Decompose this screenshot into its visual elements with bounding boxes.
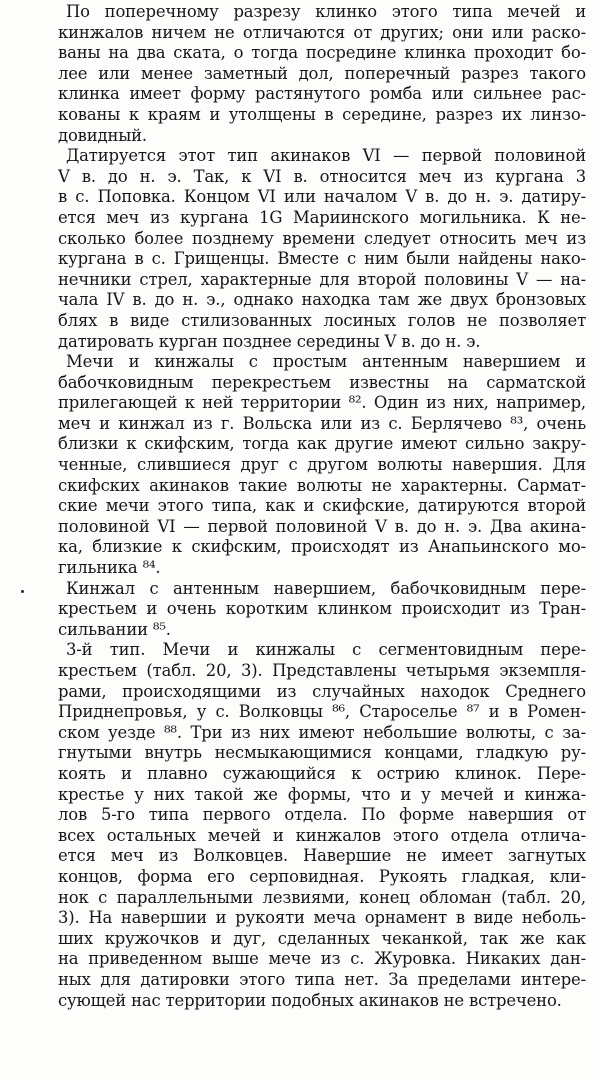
paragraph <box>58 579 586 641</box>
text-line: ские мечи этого типа, как и скифские, датируются второй <box>58 496 586 516</box>
text-line: блях в виде стилизованных лосиных голов не позволяет <box>58 310 586 330</box>
text-line: крестьем (табл. 20, 3). Представлены четырьмя экземпля- <box>58 661 586 680</box>
paragraph <box>58 352 586 579</box>
paragraph <box>58 2 586 146</box>
text-line: ка, близкие к скифским, происходят из Анапьинского мо- <box>58 537 586 557</box>
text-line: Мечи и кинжалы с простым антенным навершием и <box>66 352 586 372</box>
text-line: чала IV в. до н. э., однако находка там же двух бронзовых <box>58 290 586 310</box>
paragraph <box>58 640 586 1011</box>
text-line: ченные, слившиеся друг с другом волюты навершия. Для <box>58 455 586 475</box>
text-line: концов, форма его серповидная. Рукоять гладкая, кли- <box>58 866 586 886</box>
text-line: гнутыми внутрь несмыкающимися концами, гладкую ру- <box>58 743 586 763</box>
text-line: прилегающей к ней территории ⁸². Один из них, например, <box>58 393 586 413</box>
text-line: сколько более позднему времени следует относить меч из <box>58 228 586 248</box>
text-line: коять и плавно сужающийся к острию клинок. Пере- <box>58 763 586 783</box>
text-line: близки к скифским, тогда как другие имеют сильно закру- <box>58 434 586 454</box>
text-line: Кинжал с антенным навершием, бабочковидным пере- <box>66 578 586 598</box>
text-line: Приднепровья, у с. Волковцы ⁸⁶, Староселье ⁸⁷ и в Ромен- <box>58 702 586 722</box>
text-line: По поперечному разрезу клинко этого типа мечей и <box>66 2 586 21</box>
text-line: сильвании ⁸⁵. <box>58 619 171 639</box>
text-line: рами, происходящими из случайных находок Среднего <box>58 681 586 701</box>
text-line: крестье у них такой же формы, что и у мечей и кинжа- <box>58 784 586 804</box>
text-line: кинжалов ничем не отличаются от других; они или раско- <box>58 22 586 42</box>
text-line: крестьем и очень коротким клинком происходит из Тран- <box>58 599 586 619</box>
text-line: меч и кинжал из г. Вольска или из с. Берлячево ⁸³, очень <box>58 413 586 433</box>
text-line: ется меч из Волковцев. Навершие не имеет загнутых <box>58 846 586 866</box>
text-line: 3-й тип. Мечи и кинжалы с сегментовидным пере- <box>66 640 586 660</box>
text-line: бабочковидным перекрестьем известны на сарматской <box>58 372 586 392</box>
text-line: скифских акинаков такие волюты не характерны. Сармат- <box>58 475 586 495</box>
text-line: датировать курган позднее середины V в. до н. э. <box>58 331 481 351</box>
text-line: гильника ⁸⁴. <box>58 558 161 578</box>
text-line: Датируется этот тип акинаков VI — первой половиной <box>66 146 586 166</box>
text-line: на приведенном выше мече из с. Журовка. Никаких дан- <box>58 949 586 969</box>
text-line: кургана в с. Грищенцы. Вместе с ним были найдены нако- <box>58 249 586 269</box>
text-line: лее или менее заметный дол, поперечный разрез такого <box>58 63 586 83</box>
text-line: 3). На навершии и рукояти меча орнамент в виде неболь- <box>58 908 586 928</box>
body-text <box>58 2 586 1011</box>
text-line: нок с параллельными лезвиями, конец обломан (табл. 20, <box>58 887 586 907</box>
text-line: нечники стрел, характерные для второй половины V — на- <box>58 269 586 289</box>
text-line: в с. Поповка. Концом VI или началом V в. до н. э. датиру- <box>58 187 586 207</box>
text-line: сующей нас территории подобных акинаков не встречено. <box>58 990 562 1010</box>
text-line: клинка имеет форму растянутого ромба или сильнее рас- <box>58 84 586 104</box>
text-line: довидный. <box>58 125 147 145</box>
text-line: ных для датировки этого типа нет. За пределами интере- <box>58 969 586 989</box>
text-line: всех остальных мечей и кинжалов этого отдела отлича- <box>58 825 586 845</box>
paragraph <box>58 146 586 352</box>
text-line: ваны на два ската, о тогда посредине клинка проходит бо- <box>58 43 586 63</box>
text-line: половиной VI — первой половиной V в. до н. э. Два акина- <box>58 516 586 536</box>
text-line: лов 5-го типа первого отдела. По форме навершия от <box>58 805 586 825</box>
text-line: кованы к краям и утолщены в середине, разрез их линзо- <box>58 104 586 124</box>
text-line: ших кружочков и дуг, сделанных чеканкой, так же как <box>58 928 586 948</box>
text-line: V в. до н. э. Так, к VI в. относится меч из кургана 3 <box>58 166 586 186</box>
text-line: ется меч из кургана 1G Мариинского могильника. К не- <box>58 207 586 227</box>
print-speck <box>21 590 24 593</box>
text-line: ском уезде ⁸⁸. Три из них имеют небольшие волюты, с за- <box>58 722 586 742</box>
